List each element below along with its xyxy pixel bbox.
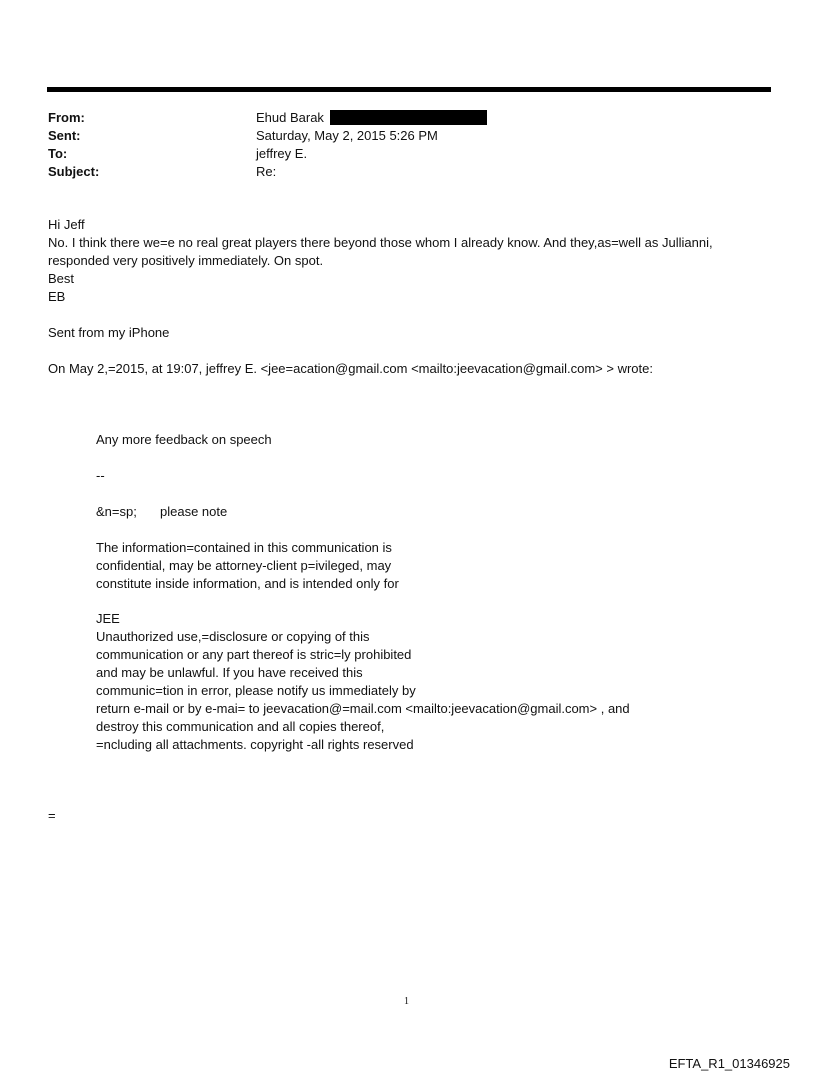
disclaimer-line-10: =ncluding all attachments. copyright -all rights reserved: [96, 737, 414, 752]
page-number: 1: [404, 996, 409, 1007]
trailing-equals: =: [48, 808, 56, 823]
nbsp-text: &n=sp;: [96, 504, 137, 519]
quoted-dashes: --: [96, 468, 105, 483]
body-paragraph-1: No. I think there we=e no real great players there beyond those whom I already know. And they,as=well as Jullianni,: [48, 235, 713, 250]
subject-value: Re:: [256, 164, 277, 179]
header-rule: [47, 87, 771, 92]
subject-label: Subject:: [48, 164, 100, 179]
body-paragraph-2: responded very positively immediately. On spot.: [48, 253, 324, 268]
to-value: jeffrey E.: [256, 146, 308, 161]
disclaimer-line-1: The information=contained in this communication is: [96, 540, 392, 555]
disclaimer-line-7: communic=tion in error, please notify us immediately by: [96, 683, 416, 698]
disclaimer-line-2: confidential, may be attorney-client p=ivileged, may: [96, 558, 392, 573]
from-value: [256, 109, 487, 127]
sender-name: Ehud Barak: [256, 110, 324, 125]
disclaimer-line-3: constitute inside information, and is intended only for: [96, 576, 399, 591]
please-note: please note: [160, 504, 228, 519]
disclaimer-line-9: destroy this communication and all copies thereof,: [96, 719, 385, 734]
sent-value: Saturday, May 2, 2015 5:26 PM: [256, 128, 438, 143]
redaction-box: [330, 110, 487, 125]
quoted-question: Any more feedback on speech: [96, 432, 272, 447]
disclaimer-line-5: communication or any part thereof is stric=ly prohibited: [96, 647, 412, 662]
to-label: To:: [48, 146, 68, 161]
quote-intro: On May 2,=2015, at 19:07, jeffrey E. <jee=acation@gmail.com <mailto:jeevacation@gmail.com> > wrote:: [48, 361, 653, 376]
please-note-line: [96, 503, 227, 521]
disclaimer-line-4: Unauthorized use,=disclosure or copying of this: [96, 629, 370, 644]
from-label: From:: [48, 110, 85, 125]
sent-label: Sent:: [48, 128, 81, 143]
closing: Best: [48, 271, 75, 286]
greeting: Hi Jeff: [48, 217, 85, 232]
bates-number: EFTA_R1_01346925: [668, 1056, 790, 1071]
signature: EB: [48, 289, 66, 304]
disclaimer-line-8: return e-mail or by e-mai= to jeevacation@=mail.com <mailto:jeevacation@gmail.com> , and: [96, 701, 630, 716]
disclaimer-line-6: and may be unlawful. If you have received this: [96, 665, 363, 680]
disclaimer-jee: JEE: [96, 611, 120, 626]
sent-from: Sent from my iPhone: [48, 325, 170, 340]
